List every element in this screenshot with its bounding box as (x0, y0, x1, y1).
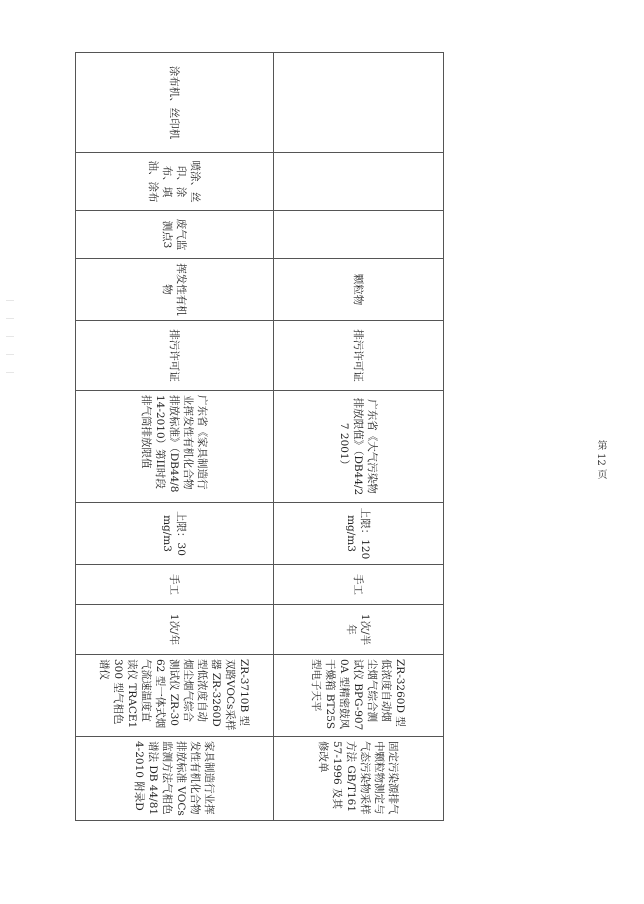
cell-limit: 上限：30mg/m3 (76, 503, 274, 565)
cell-pollutant: 挥发性有机物 (76, 259, 274, 321)
cell-method: 手工 (274, 565, 444, 605)
cell-process (274, 153, 444, 211)
cell-instruments: ZR-3710B 型双路VOCs采样器 ZR-3260D 型低浓度自动烟尘烟气综合测试仪 ZR-3062 型一体式烟气流速温度直读仪 TRACE1300 型气相色谱仪 (76, 655, 274, 737)
binding-margin (0, 0, 18, 904)
cell-pollutant: 颗粒物 (274, 259, 444, 321)
cell-process: 喷涂、丝印、涂布、填油、涂布 (76, 153, 274, 211)
cell-frequency: 1次/年 (76, 605, 274, 655)
cell-monitor-point (274, 211, 444, 259)
cell-source: 排污许可证 (274, 321, 444, 391)
table-row (76, 53, 274, 821)
cell-limit: 上限：120mg/m3 (274, 503, 444, 565)
cell-analysis-method: 固定污染源排气中颗粒物测定与气态污染物采样方法 GB/T16157-1996 及其修改单 (274, 737, 444, 821)
cell-instruments: ZR-3260D 型低浓度自动烟尘烟气综合测试仪 BPG-9070A 型精密鼓风干燥箱 BT25S 型电子天平 (274, 655, 444, 737)
cell-frequency: 1次/半年 (274, 605, 444, 655)
monitoring-table-rotated (76, 52, 444, 820)
cell-standard: 广东省《家具制造行业挥发性有机化合物排放标准》（DB44/814-2010）第II时段排气筒排放限值 (76, 391, 274, 503)
cell-equipment: 涂布机、丝印机 (76, 53, 274, 153)
cell-source: 排污许可证 (76, 321, 274, 391)
cell-equipment (274, 53, 444, 153)
cell-standard: 广东省《大气污染物排放限值》（DB44/27 2001） (274, 391, 444, 503)
cell-analysis-method: 家具制造行业挥发性有机化合物排放标准 VOCs监测方法气相色谱法 DB 44/814-2010 附录D (76, 737, 274, 821)
cell-monitor-point: 废气监测点3 (76, 211, 274, 259)
table-row (274, 53, 444, 821)
page-number: 第 12 页 (595, 440, 606, 480)
monitoring-table (75, 52, 444, 821)
cell-method: 手工 (76, 565, 274, 605)
